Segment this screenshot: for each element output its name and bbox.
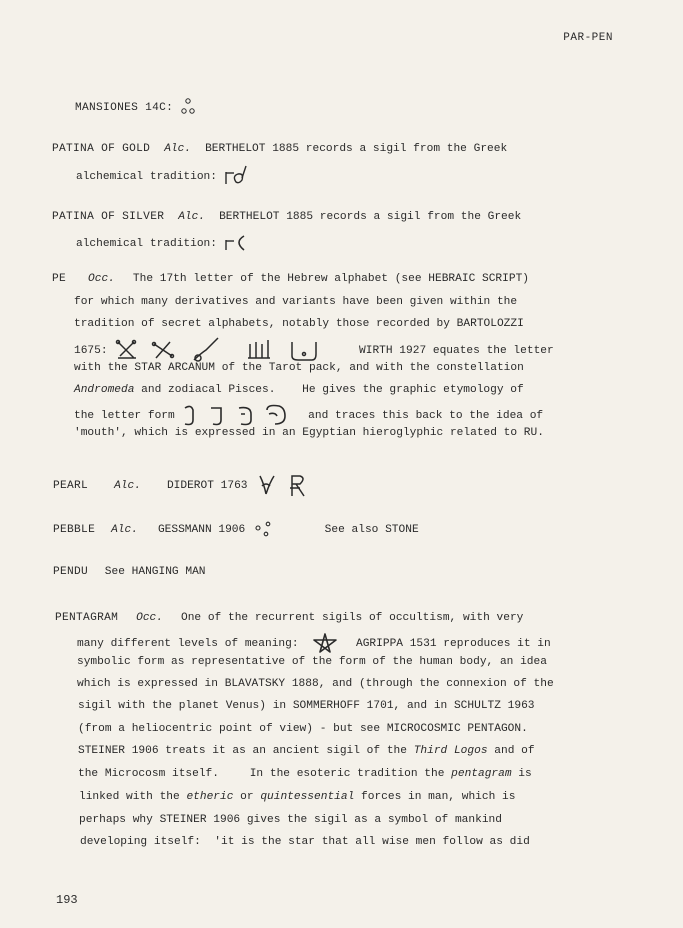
entry-text: is	[518, 768, 532, 780]
headword-pearl: PEARL	[53, 479, 89, 492]
entry-text: which is expressed in BLAVATSKY 1888, and (through the connexion of the	[77, 678, 554, 690]
pearl-sigil-icon	[254, 472, 312, 498]
entry-text: (from a heliocentric point of view) - but see MICROCOSMIC PENTAGON.	[78, 723, 528, 735]
running-head: PAR-PEN	[563, 32, 613, 44]
entry-text: In the esoteric tradition the	[249, 768, 445, 780]
entry-text: linked with the	[79, 791, 180, 803]
entry-text: with the STAR ARCANUM of the Tarot pack, and with the constellation	[74, 362, 524, 374]
see-also-link[interactable]: See also STONE	[324, 523, 419, 536]
entry-text: He gives the graphic etymology of	[302, 384, 524, 396]
entry-text: GESSMANN 1906	[157, 523, 246, 536]
entry-text: BERTHELOT 1885 records a sigil from the Greek	[205, 143, 508, 155]
entry-text: many different levels of meaning:	[77, 637, 299, 650]
class-label: Alc.	[114, 479, 141, 492]
entry-text: WIRTH 1927 equates the letter	[359, 344, 554, 357]
entry-text-italic: pentagram	[451, 768, 512, 780]
patina-silver-sigil-icon	[224, 232, 250, 254]
entry-text: AGRIPPA 1531 reproduces it in	[356, 637, 551, 650]
entry-text: forces in man, which is	[361, 791, 516, 803]
class-label: Occ.	[88, 273, 115, 285]
entry-text: for which many derivatives and variants have been given within the	[74, 296, 518, 308]
pebble-dots-sigil-icon	[252, 519, 278, 539]
three-dot-triangle-sigil-icon	[180, 97, 196, 117]
page-number: 193	[56, 893, 78, 907]
headword-pe: PE	[52, 273, 67, 285]
headword-patina-silver: PATINA OF SILVER	[52, 211, 165, 223]
entry-text-italic: quintessential	[260, 791, 355, 803]
entry-text-italic: Third Logos	[413, 745, 488, 757]
patina-gold-sigil-icon	[224, 164, 250, 188]
class-label: Alc.	[164, 143, 192, 155]
entry-text: One of the recurrent sigils of occultism, with very	[180, 612, 524, 624]
entry-text: 1675:	[74, 344, 108, 357]
entry-text: and zodiacal Pisces.	[141, 384, 276, 396]
entry-text: alchemical tradition:	[76, 237, 217, 250]
entry-text-italic: etheric	[186, 791, 234, 803]
entry-text: perhaps why STEINER 1906 gives the sigil as a symbol of mankind	[79, 814, 502, 826]
entry-text: symbolic form as representative of the form of the human body, an idea	[77, 656, 547, 668]
entry-text: The 17th letter of the Hebrew alphabet (see HEBRAIC SCRIPT)	[132, 273, 529, 285]
entry-text: BERTHELOT 1885 records a sigil from the Greek	[219, 211, 522, 223]
headword-pebble: PEBBLE	[53, 523, 96, 536]
headword-pentagram: PENTAGRAM	[55, 612, 119, 624]
entry-text: and of	[494, 745, 535, 757]
bartolozzi-pe-variants-icon	[114, 336, 336, 364]
class-label: Alc.	[178, 211, 206, 223]
class-label: Occ.	[136, 612, 163, 624]
headword-patina-gold: PATINA OF GOLD	[52, 143, 151, 155]
class-label: Alc.	[111, 523, 138, 536]
entry-text: and traces this back to the idea of	[308, 409, 544, 422]
see-link[interactable]: See HANGING MAN	[104, 566, 206, 578]
pe-letter-forms-icon	[181, 402, 293, 428]
entry-text: the letter form	[74, 409, 175, 422]
headword-pendu: PENDU	[53, 566, 89, 578]
entry-text: tradition of secret alphabets, notably those recorded by BARTOLOZZI	[74, 318, 524, 330]
pentagram-star-icon	[311, 632, 339, 654]
entry-text-italic: Andromeda	[74, 384, 135, 396]
entry-text: developing itself: 'it is the star that all wise men follow as did	[80, 836, 530, 848]
entry-text: 'mouth', which is expressed in an Egyptian hieroglyphic related to RU.	[74, 427, 544, 439]
entry-text: STEINER 1906 treats it as an ancient sigil of the	[78, 745, 407, 757]
entry-text: sigil with the planet Venus) in SOMMERHOFF 1701, and in SCHULTZ 1963	[78, 700, 535, 712]
entry-text: the Microcosm itself.	[78, 768, 219, 780]
entry-text: DIDEROT 1763	[166, 479, 248, 492]
entry-text: or	[240, 791, 254, 803]
headword-mansiones: MANSIONES 14C:	[75, 101, 174, 114]
entry-text: alchemical tradition:	[76, 170, 217, 183]
